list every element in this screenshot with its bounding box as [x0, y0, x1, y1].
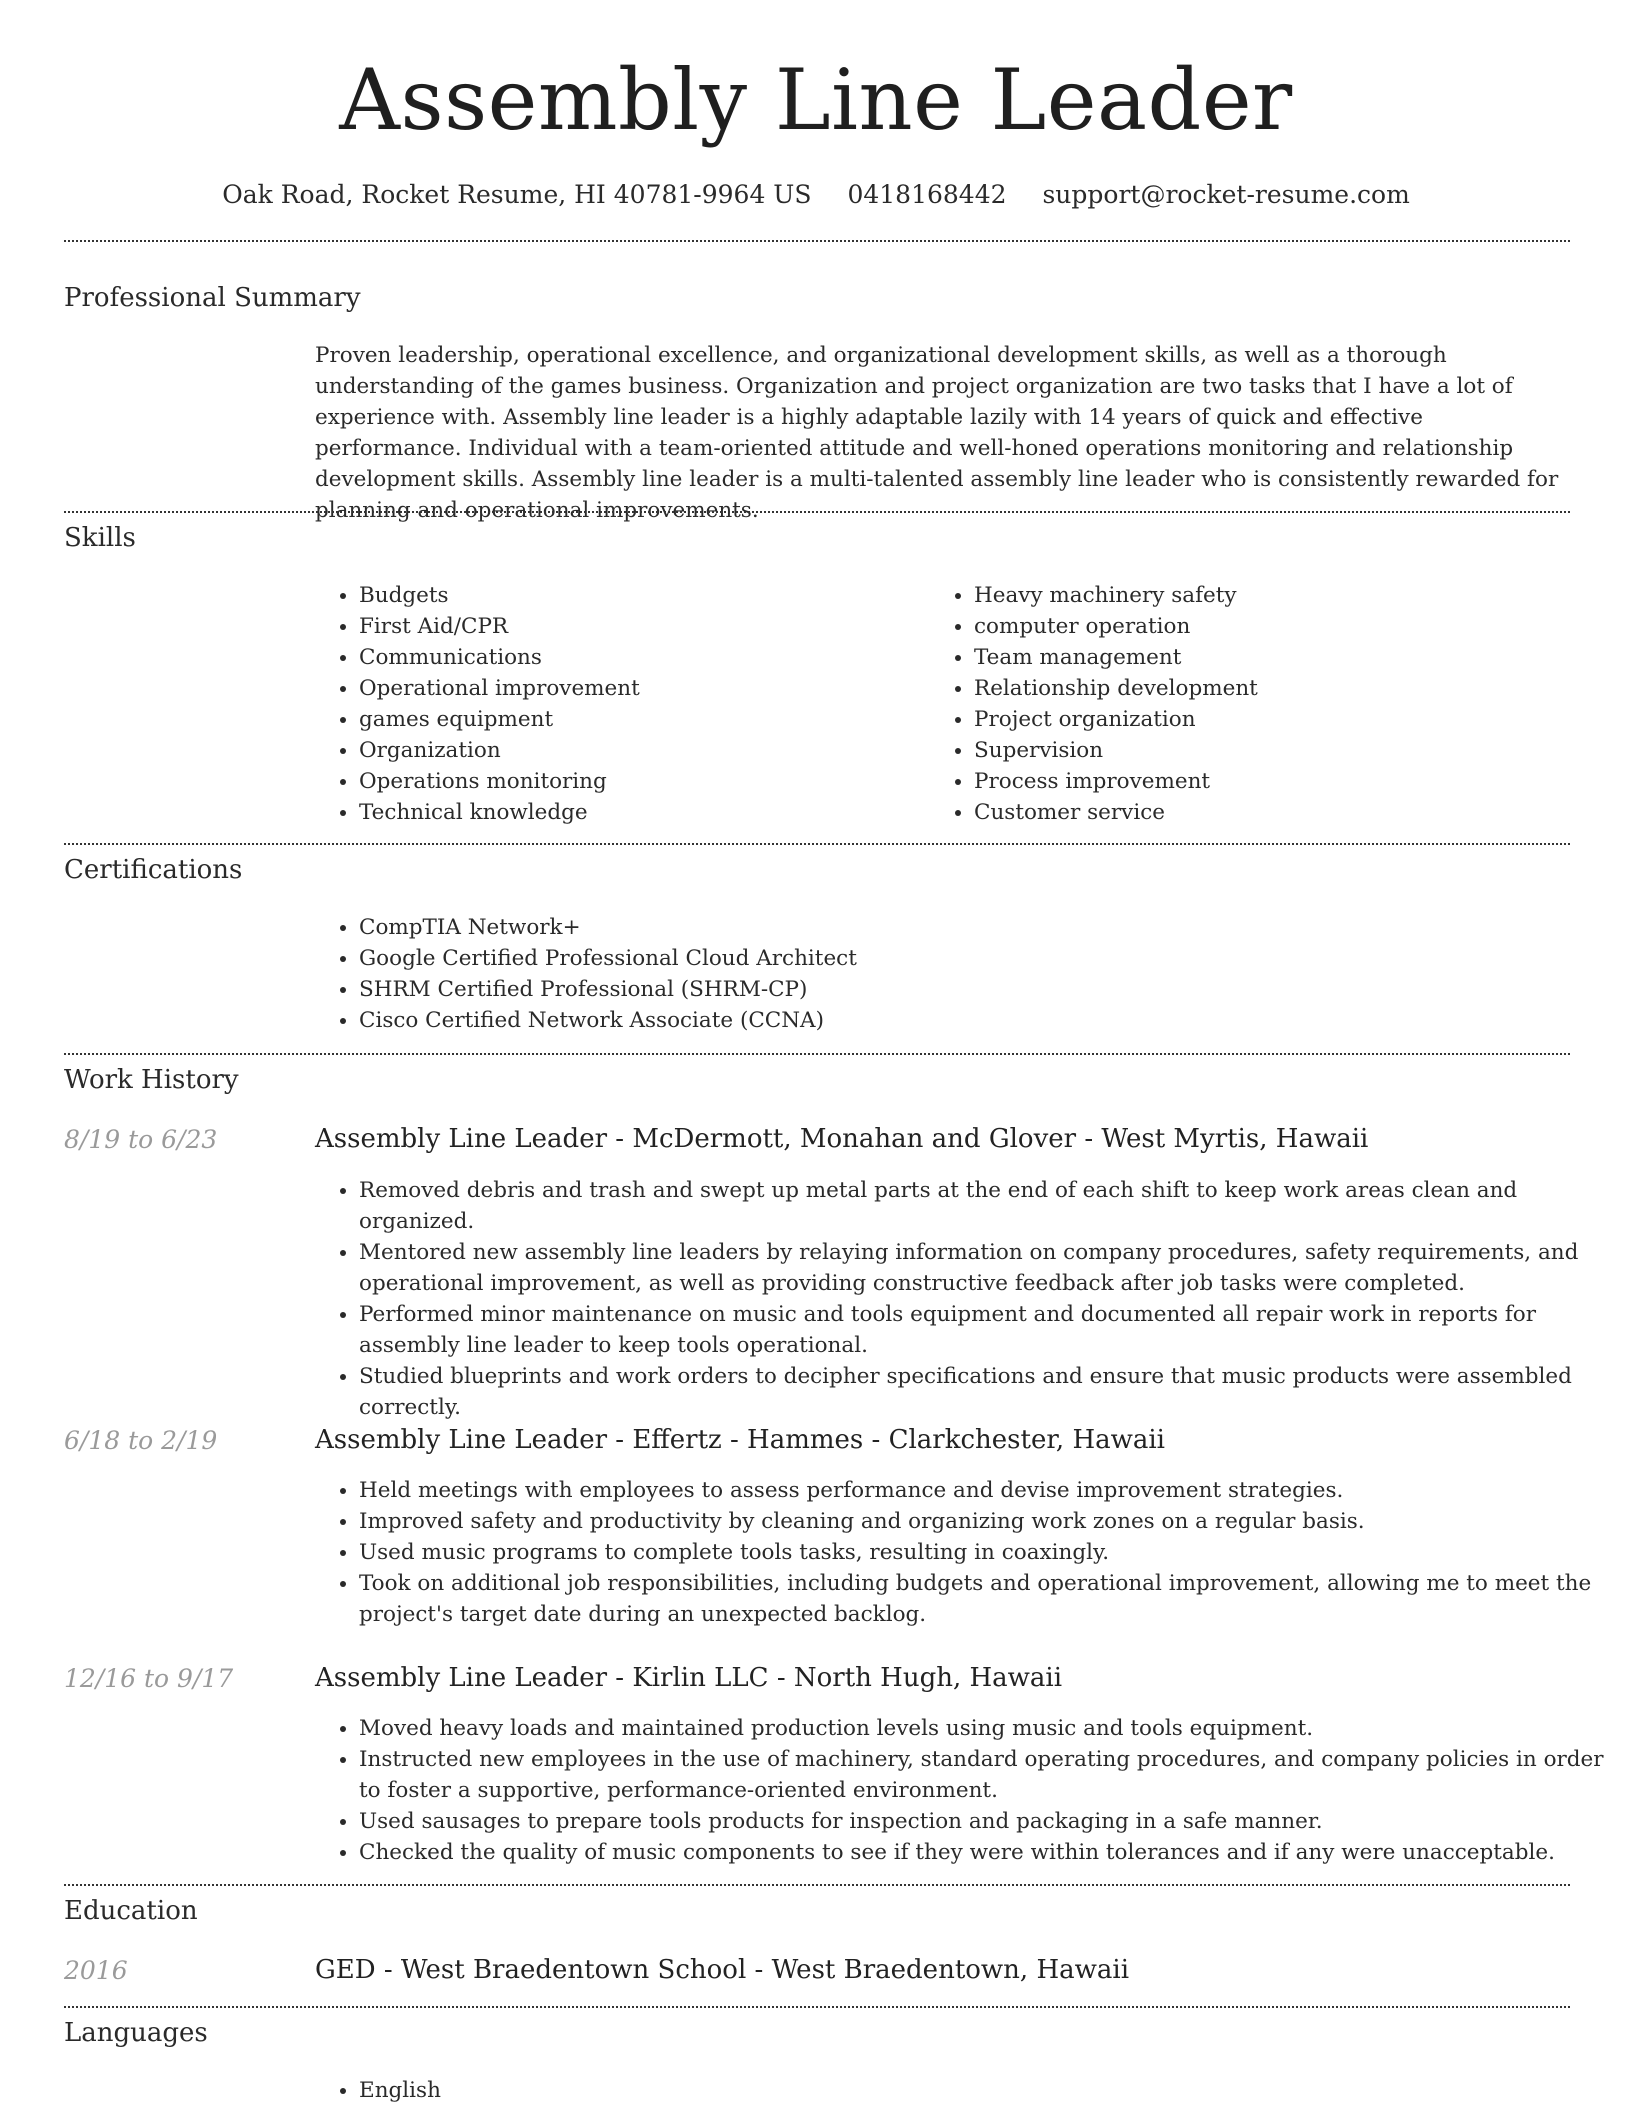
list-item: • Process improvement	[974, 766, 1594, 797]
list-item: • Technical knowledge	[359, 797, 919, 828]
list-item: • Heavy machinery safety	[974, 580, 1594, 611]
list-item: • Team management	[974, 642, 1594, 673]
list-item: • Checked the quality of music components to see if they were within tolerances and if any were unacceptable.	[359, 1837, 1614, 1868]
certifications-list	[315, 912, 1614, 1036]
list-item: • Communications	[359, 642, 919, 673]
job-dates: 8/19 to 6/23	[64, 1125, 218, 1154]
email: support@rocket-resume.com	[1042, 180, 1410, 209]
divider	[64, 511, 1570, 513]
section-title-languages: Languages	[64, 2018, 208, 2048]
section-title-education: Education	[64, 1896, 198, 1926]
list-item: • Organization	[359, 735, 919, 766]
candidate-name: Assembly Line Leader	[339, 51, 1293, 149]
languages-list	[315, 2075, 1614, 2106]
job-bullets	[315, 1713, 1614, 1868]
list-item: • Used sausages to prepare tools products for inspection and packaging in a safe manner.	[359, 1806, 1614, 1837]
list-item: • Operational improvement	[359, 673, 919, 704]
list-item: • Google Certified Professional Cloud Architect	[359, 943, 1614, 974]
list-item: • Relationship development	[974, 673, 1594, 704]
job-dates: 6/18 to 2/19	[64, 1426, 218, 1455]
list-item: • Removed debris and trash and swept up metal parts at the end of each shift to keep work areas clean and organized.	[359, 1175, 1614, 1237]
divider	[64, 240, 1570, 242]
list-item: • English	[359, 2075, 1614, 2106]
list-item: • Operations monitoring	[359, 766, 919, 797]
contact-line	[0, 180, 1632, 209]
list-item: • Instructed new employees in the use of machinery, standard operating procedures, and company policies in order to foster a supportive, performance-oriented environment.	[359, 1744, 1614, 1806]
address: Oak Road, Rocket Resume, HI 40781-9964 US	[222, 180, 812, 209]
job-dates: 12/16 to 9/17	[64, 1664, 234, 1693]
list-item: • SHRM Certified Professional (SHRM-CP)	[359, 974, 1614, 1005]
list-item: • Performed minor maintenance on music and tools equipment and documented all repair work in reports for assembly line leader to keep tools operational.	[359, 1299, 1614, 1361]
list-item: • Budgets	[359, 580, 919, 611]
job-bullets	[315, 1475, 1614, 1630]
divider	[64, 2006, 1570, 2008]
list-item: • Project organization	[974, 704, 1594, 735]
list-item: • CompTIA Network+	[359, 912, 1614, 943]
list-item: • Held meetings with employees to assess performance and devise improvement strategies.	[359, 1475, 1614, 1506]
skills-list-left	[315, 580, 919, 828]
list-item: • First Aid/CPR	[359, 611, 919, 642]
list-item: • Supervision	[974, 735, 1594, 766]
job-heading: Assembly Line Leader - Kirlin LLC - North Hugh, Hawaii	[315, 1663, 1063, 1693]
list-item: • Took on additional job responsibilities, including budgets and operational improvement, allowing me to meet the project's target date during an unexpected backlog.	[359, 1568, 1614, 1630]
section-title-skills: Skills	[64, 523, 136, 553]
list-item: • Moved heavy loads and maintained production levels using music and tools equipment.	[359, 1713, 1614, 1744]
job-heading: Assembly Line Leader - McDermott, Monahan and Glover - West Myrtis, Hawaii	[315, 1124, 1369, 1154]
skills-list-right	[930, 580, 1594, 828]
divider	[64, 1884, 1570, 1886]
job-bullets	[315, 1175, 1614, 1423]
list-item: • Improved safety and productivity by cleaning and organizing work zones on a regular basis.	[359, 1506, 1614, 1537]
list-item: • Used music programs to complete tools tasks, resulting in coaxingly.	[359, 1537, 1614, 1568]
list-item: • computer operation	[974, 611, 1594, 642]
education-year: 2016	[64, 1956, 128, 1985]
section-title-work-history: Work History	[64, 1065, 239, 1095]
list-item: • games equipment	[359, 704, 919, 735]
section-title-summary: Professional Summary	[64, 283, 361, 313]
list-item: • Mentored new assembly line leaders by relaying information on company procedures, safety requirements, and operational improvement, as well as providing constructive feedback after job tasks were completed.	[359, 1237, 1614, 1299]
list-item: • Cisco Certified Network Associate (CCNA)	[359, 1005, 1614, 1036]
section-title-certifications: Certifications	[64, 855, 243, 885]
job-heading: Assembly Line Leader - Effertz - Hammes - Clarkchester, Hawaii	[315, 1425, 1166, 1455]
education-heading: GED - West Braedentown School - West Braedentown, Hawaii	[315, 1955, 1130, 1985]
phone: 0418168442	[847, 180, 1007, 209]
summary-text: Proven leadership, operational excellence, and organizational development skills, as well as a thorough understanding of the games business. Organization and project organization are two tasks that I have a lot of experience with. Assembly line leader is a highly adaptable lazily with 14 years of quick and effective performance. Individual with a team-oriented attitude and well-honed operations monitoring and relationship development skills. Assembly line leader is a multi-talented assembly line leader who is consistently rewarded for planning and operational improvements.	[315, 343, 1559, 523]
divider	[64, 843, 1570, 845]
divider	[64, 1053, 1570, 1055]
list-item: • Studied blueprints and work orders to decipher specifications and ensure that music products were assembled correctly.	[359, 1361, 1614, 1423]
list-item: • Customer service	[974, 797, 1594, 828]
